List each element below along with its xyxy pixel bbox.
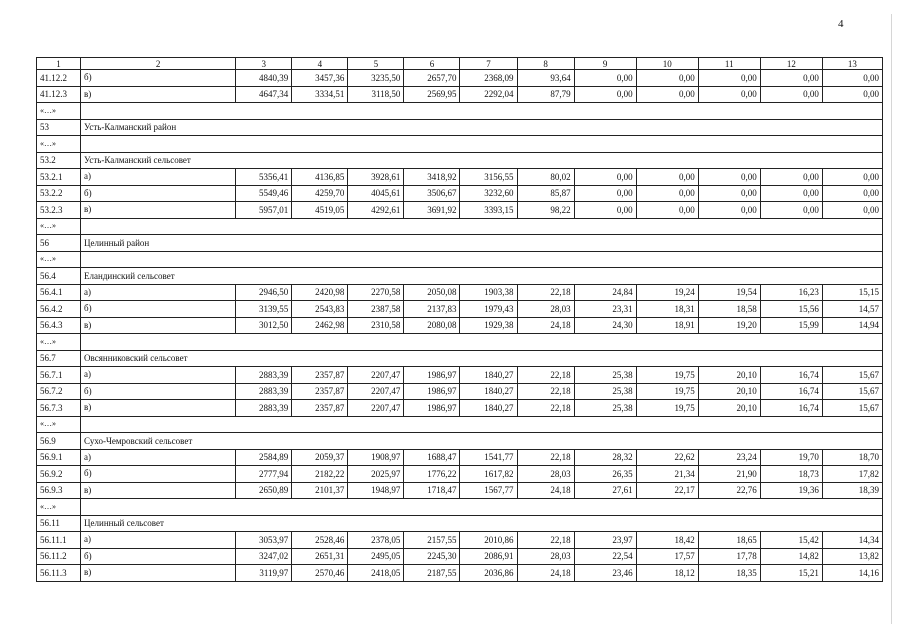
value-cell: 17,82 (822, 466, 882, 483)
value-cell: 28,03 (517, 466, 574, 483)
omission-mark: «…» (37, 416, 81, 433)
value-cell: 1979,43 (460, 301, 517, 318)
value-cell: 2245,30 (404, 548, 460, 565)
value-cell: 4647,34 (236, 86, 292, 103)
value-cell: 0,00 (636, 169, 698, 186)
value-cell: 26,35 (574, 466, 636, 483)
value-cell: 1840,27 (460, 400, 517, 417)
value-cell: 2420,98 (292, 284, 348, 301)
column-header: 8 (517, 58, 574, 70)
value-cell: 2462,98 (292, 317, 348, 334)
value-cell: 2650,89 (236, 482, 292, 499)
row-subitem: в) (81, 317, 236, 334)
value-cell: 0,00 (574, 86, 636, 103)
value-cell: 1986,97 (404, 383, 460, 400)
value-cell: 22,18 (517, 367, 574, 384)
value-cell: 4136,85 (292, 169, 348, 186)
value-cell: 17,57 (636, 548, 698, 565)
value-cell: 0,00 (574, 202, 636, 219)
row-subitem: б) (81, 185, 236, 202)
value-cell: 2010,86 (460, 532, 517, 549)
value-cell: 2207,47 (348, 400, 404, 417)
row-code: 56.9.3 (37, 482, 81, 499)
value-cell: 2883,39 (236, 383, 292, 400)
value-cell: 18,12 (636, 565, 698, 582)
value-cell: 25,38 (574, 367, 636, 384)
value-cell: 0,00 (574, 169, 636, 186)
section-code: 56.9 (37, 433, 81, 450)
row-subitem: а) (81, 367, 236, 384)
value-cell: 3053,97 (236, 532, 292, 549)
row-code: 56.9.2 (37, 466, 81, 483)
value-cell: 23,31 (574, 301, 636, 318)
table-row (37, 202, 883, 219)
section-code: 56.7 (37, 350, 81, 367)
value-cell: 14,57 (822, 301, 882, 318)
value-cell: 18,70 (822, 449, 882, 466)
value-cell: 4840,39 (236, 70, 292, 87)
column-header: 13 (822, 58, 882, 70)
value-cell: 98,22 (517, 202, 574, 219)
section-code: 56 (37, 235, 81, 252)
value-cell: 14,82 (760, 548, 822, 565)
value-cell: 16,74 (760, 367, 822, 384)
value-cell: 19,75 (636, 383, 698, 400)
value-cell: 22,76 (698, 482, 760, 499)
value-cell: 1903,38 (460, 284, 517, 301)
value-cell: 2270,58 (348, 284, 404, 301)
value-cell: 1776,22 (404, 466, 460, 483)
section-title: Целинный сельсовет (81, 515, 883, 532)
value-cell: 1840,27 (460, 383, 517, 400)
value-cell: 2310,58 (348, 317, 404, 334)
value-cell: 24,30 (574, 317, 636, 334)
value-cell: 21,34 (636, 466, 698, 483)
value-cell: 2946,50 (236, 284, 292, 301)
value-cell: 2368,09 (460, 70, 517, 87)
value-cell: 15,67 (822, 400, 882, 417)
value-cell: 0,00 (760, 70, 822, 87)
value-cell: 18,73 (760, 466, 822, 483)
column-header: 2 (81, 58, 236, 70)
value-cell: 28,03 (517, 301, 574, 318)
value-cell: 0,00 (698, 70, 760, 87)
row-code: 56.11.3 (37, 565, 81, 582)
value-cell: 0,00 (636, 185, 698, 202)
table-row (37, 317, 883, 334)
table-row (37, 482, 883, 499)
value-cell: 23,24 (698, 449, 760, 466)
value-cell: 18,31 (636, 301, 698, 318)
value-cell: 0,00 (574, 70, 636, 87)
value-cell: 2059,37 (292, 449, 348, 466)
column-header: 10 (636, 58, 698, 70)
row-subitem: а) (81, 284, 236, 301)
section-code: 53.2 (37, 152, 81, 169)
section-code: 56.4 (37, 268, 81, 285)
section-title: Усть-Калманский сельсовет (81, 152, 883, 169)
value-cell: 23,46 (574, 565, 636, 582)
table-row (37, 169, 883, 186)
empty-cell (81, 251, 883, 268)
row-subitem: б) (81, 466, 236, 483)
table-row (37, 70, 883, 87)
value-cell: 19,54 (698, 284, 760, 301)
value-cell: 0,00 (760, 169, 822, 186)
row-code: 56.7.2 (37, 383, 81, 400)
value-cell: 15,99 (760, 317, 822, 334)
value-cell: 14,16 (822, 565, 882, 582)
row-code: 56.4.1 (37, 284, 81, 301)
section-title: Целинный район (81, 235, 883, 252)
value-cell: 0,00 (822, 169, 882, 186)
header-row (37, 58, 883, 70)
value-cell: 0,00 (822, 86, 882, 103)
value-cell: 24,18 (517, 565, 574, 582)
value-cell: 0,00 (822, 70, 882, 87)
value-cell: 18,35 (698, 565, 760, 582)
value-cell: 2207,47 (348, 367, 404, 384)
value-cell: 22,17 (636, 482, 698, 499)
value-cell: 15,42 (760, 532, 822, 549)
value-cell: 16,23 (760, 284, 822, 301)
value-cell: 14,94 (822, 317, 882, 334)
value-cell: 3334,51 (292, 86, 348, 103)
value-cell: 3012,50 (236, 317, 292, 334)
value-cell: 5549,46 (236, 185, 292, 202)
value-cell: 22,18 (517, 383, 574, 400)
section-title: Овсянниковский сельсовет (81, 350, 883, 367)
section-row (37, 350, 883, 367)
value-cell: 19,75 (636, 400, 698, 417)
empty-cell (81, 136, 883, 153)
value-cell: 2418,05 (348, 565, 404, 582)
value-cell: 0,00 (698, 169, 760, 186)
value-cell: 22,18 (517, 284, 574, 301)
value-cell: 15,67 (822, 383, 882, 400)
value-cell: 15,15 (822, 284, 882, 301)
value-cell: 2101,37 (292, 482, 348, 499)
value-cell: 3247,02 (236, 548, 292, 565)
value-cell: 3506,67 (404, 185, 460, 202)
value-cell: 19,24 (636, 284, 698, 301)
value-cell: 4519,05 (292, 202, 348, 219)
value-cell: 24,18 (517, 482, 574, 499)
table-row (37, 367, 883, 384)
row-code: 56.4.3 (37, 317, 81, 334)
value-cell: 1908,97 (348, 449, 404, 466)
value-cell: 3235,50 (348, 70, 404, 87)
value-cell: 0,00 (636, 86, 698, 103)
value-cell: 25,38 (574, 383, 636, 400)
omission-mark: «…» (37, 136, 81, 153)
value-cell: 3457,36 (292, 70, 348, 87)
row-code: 56.11.1 (37, 532, 81, 549)
empty-cell (81, 334, 883, 351)
row-subitem: а) (81, 449, 236, 466)
value-cell: 28,03 (517, 548, 574, 565)
column-header: 11 (698, 58, 760, 70)
value-cell: 18,91 (636, 317, 698, 334)
row-subitem: в) (81, 565, 236, 582)
value-cell: 2050,08 (404, 284, 460, 301)
empty-cell (81, 416, 883, 433)
value-cell: 18,39 (822, 482, 882, 499)
page-number: 4 (838, 18, 844, 30)
row-code: 53.2.1 (37, 169, 81, 186)
section-code: 56.11 (37, 515, 81, 532)
value-cell: 1718,47 (404, 482, 460, 499)
table-row (37, 185, 883, 202)
section-title: Сухо-Чемровский сельсовет (81, 433, 883, 450)
value-cell: 22,18 (517, 532, 574, 549)
value-cell: 0,00 (698, 185, 760, 202)
value-cell: 2569,95 (404, 86, 460, 103)
value-cell: 15,56 (760, 301, 822, 318)
value-cell: 13,82 (822, 548, 882, 565)
section-row (37, 152, 883, 169)
value-cell: 1929,38 (460, 317, 517, 334)
ellipsis-row (37, 416, 883, 433)
omission-mark: «…» (37, 334, 81, 351)
value-cell: 15,67 (822, 367, 882, 384)
value-cell: 15,21 (760, 565, 822, 582)
value-cell: 85,87 (517, 185, 574, 202)
value-cell: 2657,70 (404, 70, 460, 87)
value-cell: 2777,94 (236, 466, 292, 483)
value-cell: 2357,87 (292, 367, 348, 384)
ellipsis-row (37, 251, 883, 268)
value-cell: 24,84 (574, 284, 636, 301)
value-cell: 0,00 (760, 86, 822, 103)
value-cell: 1541,77 (460, 449, 517, 466)
value-cell: 2157,55 (404, 532, 460, 549)
value-cell: 87,79 (517, 86, 574, 103)
row-code: 56.4.2 (37, 301, 81, 318)
table-row (37, 449, 883, 466)
value-cell: 0,00 (698, 202, 760, 219)
row-subitem: в) (81, 202, 236, 219)
section-row (37, 515, 883, 532)
value-cell: 2357,87 (292, 383, 348, 400)
table-row (37, 532, 883, 549)
table-body (37, 58, 883, 582)
value-cell: 2357,87 (292, 400, 348, 417)
empty-cell (81, 499, 883, 516)
omission-mark: «…» (37, 499, 81, 516)
value-cell: 1840,27 (460, 367, 517, 384)
value-cell: 0,00 (574, 185, 636, 202)
value-cell: 19,36 (760, 482, 822, 499)
value-cell: 3119,97 (236, 565, 292, 582)
row-code: 41.12.3 (37, 86, 81, 103)
value-cell: 25,38 (574, 400, 636, 417)
value-cell: 2025,97 (348, 466, 404, 483)
value-cell: 19,70 (760, 449, 822, 466)
row-subitem: б) (81, 383, 236, 400)
omission-mark: «…» (37, 218, 81, 235)
column-header: 12 (760, 58, 822, 70)
value-cell: 16,74 (760, 383, 822, 400)
table-row (37, 400, 883, 417)
value-cell: 22,62 (636, 449, 698, 466)
value-cell: 2187,55 (404, 565, 460, 582)
value-cell: 3691,92 (404, 202, 460, 219)
section-title: Усть-Калманский район (81, 119, 883, 136)
value-cell: 3156,55 (460, 169, 517, 186)
value-cell: 20,10 (698, 367, 760, 384)
row-subitem: а) (81, 532, 236, 549)
row-code: 56.9.1 (37, 449, 81, 466)
value-cell: 1617,82 (460, 466, 517, 483)
omission-mark: «…» (37, 251, 81, 268)
section-code: 53 (37, 119, 81, 136)
column-header: 1 (37, 58, 81, 70)
value-cell: 1567,77 (460, 482, 517, 499)
value-cell: 2495,05 (348, 548, 404, 565)
value-cell: 21,90 (698, 466, 760, 483)
ellipsis-row (37, 103, 883, 120)
row-code: 56.11.2 (37, 548, 81, 565)
value-cell: 23,97 (574, 532, 636, 549)
value-cell: 2080,08 (404, 317, 460, 334)
table-row (37, 86, 883, 103)
value-cell: 20,10 (698, 383, 760, 400)
value-cell: 28,32 (574, 449, 636, 466)
column-header: 4 (292, 58, 348, 70)
row-subitem: б) (81, 301, 236, 318)
row-code: 56.7.3 (37, 400, 81, 417)
value-cell: 2528,46 (292, 532, 348, 549)
value-cell: 27,61 (574, 482, 636, 499)
value-cell: 3139,55 (236, 301, 292, 318)
value-cell: 2570,46 (292, 565, 348, 582)
value-cell: 1986,97 (404, 400, 460, 417)
section-row (37, 268, 883, 285)
value-cell: 22,54 (574, 548, 636, 565)
value-cell: 3418,92 (404, 169, 460, 186)
value-cell: 22,18 (517, 449, 574, 466)
row-code: 53.2.2 (37, 185, 81, 202)
value-cell: 0,00 (698, 86, 760, 103)
column-header: 7 (460, 58, 517, 70)
value-cell: 2207,47 (348, 383, 404, 400)
value-cell: 2036,86 (460, 565, 517, 582)
table-row (37, 301, 883, 318)
row-subitem: б) (81, 548, 236, 565)
section-row (37, 235, 883, 252)
value-cell: 3393,15 (460, 202, 517, 219)
row-subitem: а) (81, 169, 236, 186)
ellipsis-row (37, 499, 883, 516)
value-cell: 2651,31 (292, 548, 348, 565)
tariff-table (36, 57, 883, 582)
value-cell: 93,64 (517, 70, 574, 87)
value-cell: 1688,47 (404, 449, 460, 466)
value-cell: 18,58 (698, 301, 760, 318)
value-cell: 19,20 (698, 317, 760, 334)
value-cell: 1948,97 (348, 482, 404, 499)
section-row (37, 119, 883, 136)
column-header: 5 (348, 58, 404, 70)
column-header: 3 (236, 58, 292, 70)
value-cell: 2584,89 (236, 449, 292, 466)
value-cell: 4259,70 (292, 185, 348, 202)
value-cell: 20,10 (698, 400, 760, 417)
row-code: 41.12.2 (37, 70, 81, 87)
value-cell: 4292,61 (348, 202, 404, 219)
scan-edge-line (891, 14, 892, 624)
row-subitem: в) (81, 400, 236, 417)
value-cell: 2543,83 (292, 301, 348, 318)
value-cell: 0,00 (636, 70, 698, 87)
value-cell: 2883,39 (236, 400, 292, 417)
value-cell: 3928,61 (348, 169, 404, 186)
column-header: 9 (574, 58, 636, 70)
row-code: 53.2.3 (37, 202, 81, 219)
section-row (37, 433, 883, 450)
value-cell: 2883,39 (236, 367, 292, 384)
value-cell: 0,00 (822, 185, 882, 202)
value-cell: 3118,50 (348, 86, 404, 103)
section-title: Еландинский сельсовет (81, 268, 883, 285)
empty-cell (81, 103, 883, 120)
row-subitem: в) (81, 86, 236, 103)
value-cell: 2086,91 (460, 548, 517, 565)
row-code: 56.7.1 (37, 367, 81, 384)
table-row (37, 466, 883, 483)
value-cell: 80,02 (517, 169, 574, 186)
value-cell: 16,74 (760, 400, 822, 417)
ellipsis-row (37, 334, 883, 351)
value-cell: 1986,97 (404, 367, 460, 384)
empty-cell (81, 218, 883, 235)
value-cell: 0,00 (822, 202, 882, 219)
table-row (37, 284, 883, 301)
value-cell: 0,00 (760, 202, 822, 219)
value-cell: 18,65 (698, 532, 760, 549)
value-cell: 22,18 (517, 400, 574, 417)
value-cell: 2292,04 (460, 86, 517, 103)
table-row (37, 565, 883, 582)
ellipsis-row (37, 136, 883, 153)
table-row (37, 548, 883, 565)
column-header: 6 (404, 58, 460, 70)
value-cell: 3232,60 (460, 185, 517, 202)
table-row (37, 383, 883, 400)
value-cell: 5356,41 (236, 169, 292, 186)
value-cell: 2182,22 (292, 466, 348, 483)
value-cell: 4045,61 (348, 185, 404, 202)
value-cell: 17,78 (698, 548, 760, 565)
value-cell: 14,34 (822, 532, 882, 549)
row-subitem: б) (81, 70, 236, 87)
value-cell: 24,18 (517, 317, 574, 334)
value-cell: 2137,83 (404, 301, 460, 318)
value-cell: 19,75 (636, 367, 698, 384)
omission-mark: «…» (37, 103, 81, 120)
ellipsis-row (37, 218, 883, 235)
value-cell: 5957,01 (236, 202, 292, 219)
value-cell: 0,00 (760, 185, 822, 202)
value-cell: 0,00 (636, 202, 698, 219)
value-cell: 2387,58 (348, 301, 404, 318)
value-cell: 18,42 (636, 532, 698, 549)
value-cell: 2378,05 (348, 532, 404, 549)
row-subitem: в) (81, 482, 236, 499)
